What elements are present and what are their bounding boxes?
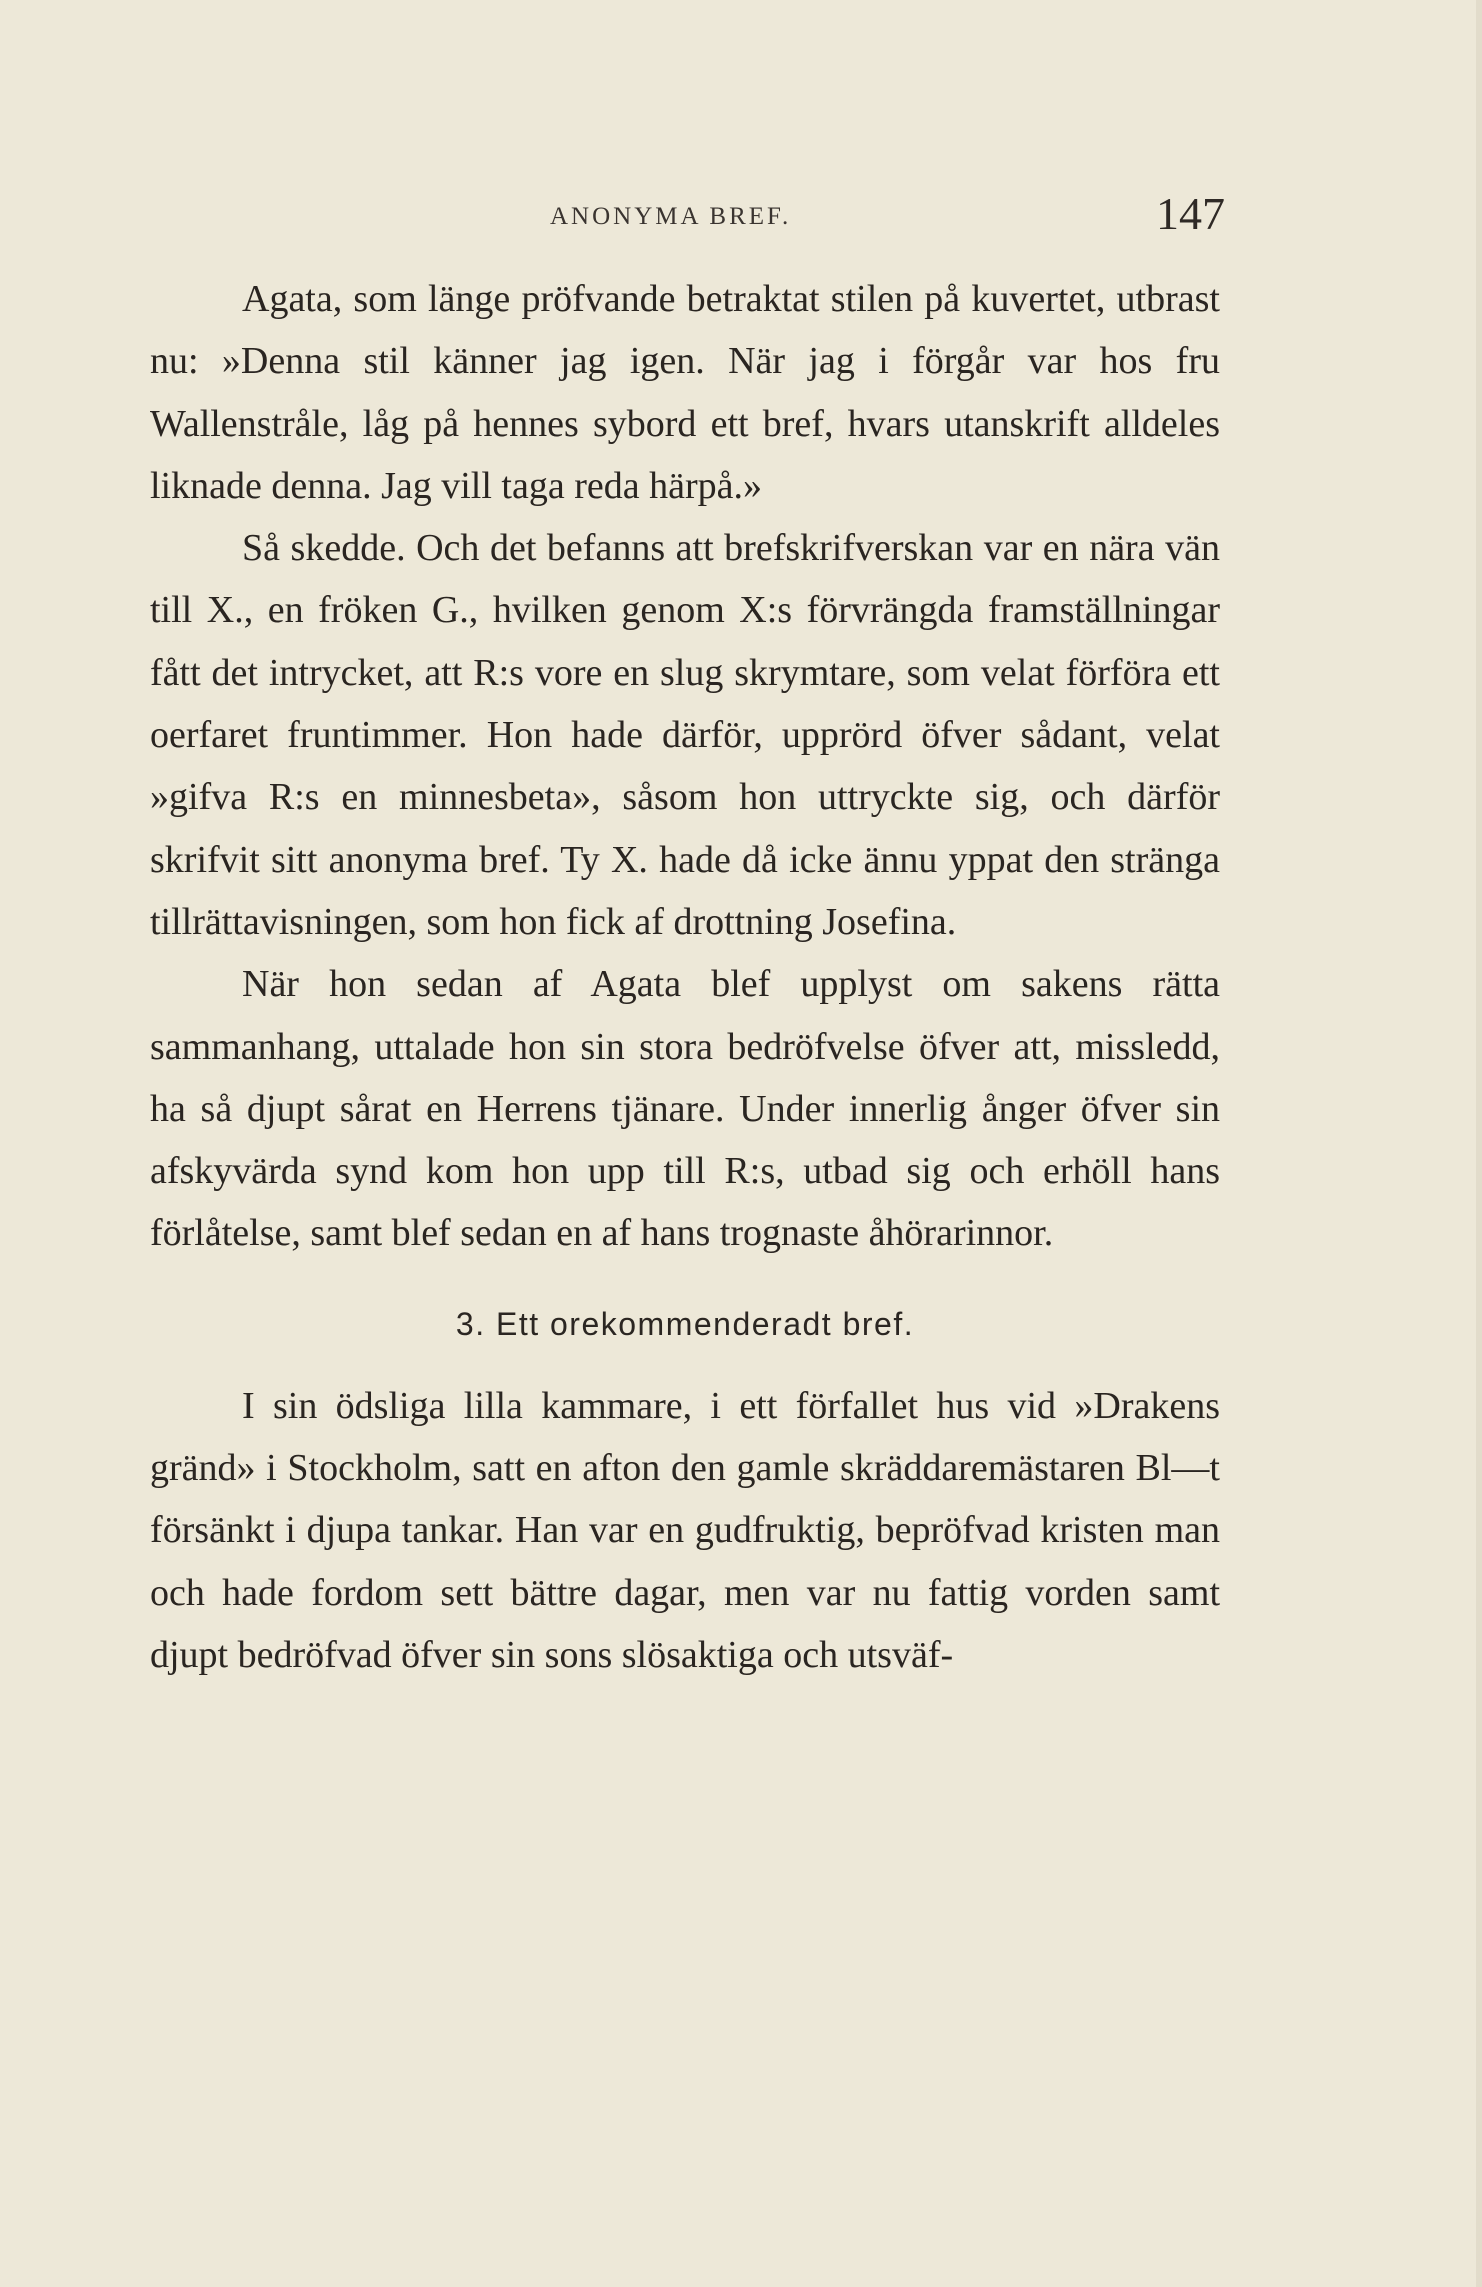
paragraph-nar-hon: När hon sedan af Agata blef upplyst om sakens rätta sammanhang, uttalade hon sin stora bedröfvelse öfver att, missledd, ha så djupt sårat en Herrens tjänare. Under innerlig ånger öfver sin afskyvärda synd kom hon upp till R:s, utbad sig och erhöll hans förlåtelse, samt blef sedan en af hans trognaste åhörarinnor.	[150, 963, 1220, 1255]
paragraph-kammare: I sin ödsliga lilla kammare, i ett förfallet hus vid »Drakens gränd» i Stockholm, satt en afton den gamle skräddaremästaren Bl—t försänkt i djupa tankar. Han var en gudfruktig, bepröfvad kristen man och hade fordom sett bättre dagar, men var nu fattig vorden samt djupt bedröfvad öfver sin sons slösaktiga och utsväf-	[150, 1384, 1220, 1676]
running-head: ANONYMA BREF.	[550, 203, 792, 230]
paragraph-sa-skedde: Så skedde. Och det befanns att brefskrifverskan var en nära vän till X., en fröken G., hvilken genom X:s förvrängda framställningar fått det intrycket, att R:s vore en slug skrymtare, som velat förföra ett oerfaret fruntimmer. Hon hade därför, upprörd öfver sådant, velat »gifva R:s en minnesbeta», såsom hon uttryckte sig, och därför skrifvit sitt anonyma bref. Ty X. hade då icke ännu yppat den stränga tillrättavisningen, som hon fick af drottning Josefina.	[150, 527, 1220, 943]
page-edge	[1476, 0, 1482, 2287]
section-heading: 3. Ett orekommenderadt bref.	[455, 1305, 915, 1342]
paragraph-agata: Agata, som länge pröfvande betraktat stilen på kuvertet, utbrast nu: »Denna stil känner jag igen. När jag i förgår var hos fru Wallenstråle, låg på hennes sybord ett bref, hvars utanskrift alldeles liknade denna. Jag vill taga reda härpå.»	[150, 278, 1220, 507]
page-number: 147	[1156, 188, 1225, 239]
body-text	[150, 268, 1220, 1686]
page-header	[150, 185, 1225, 255]
